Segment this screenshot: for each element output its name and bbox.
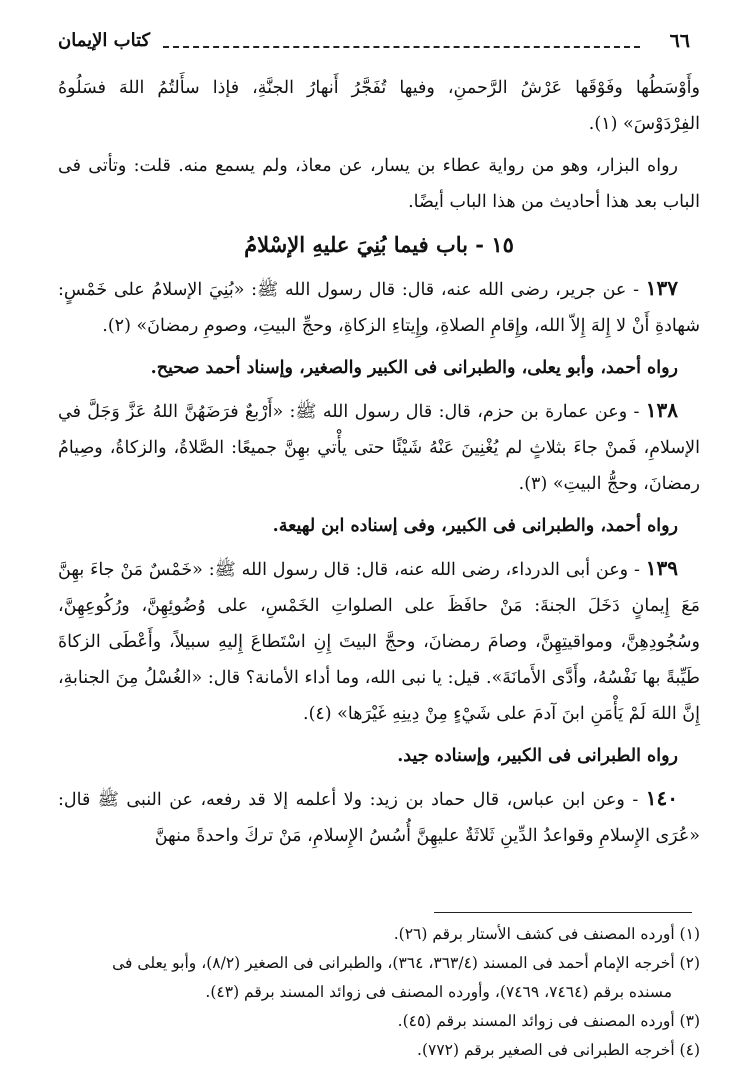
hadith-text: - وعن ابن عباس، قال حماد بن زيد: ولا أعلمه إلا قد رفعه، عن النبى ﷺ قال: «عُرَى الإِسلامِ وقواعدُ الدِّينِ ثَلاثَةٌ عليهِنَّ أُسُسُ الإِسلامِ، مَنْ تركَ واحدةً منهنَّ xyxy=(58,790,700,846)
book-title: كتاب الإيمان xyxy=(58,30,151,51)
footnote-3: (٣) أورده المصنف فى زوائد المسند برقم (٤٥). xyxy=(397,1012,700,1030)
hadith-139 xyxy=(58,550,700,732)
hadith-140 xyxy=(58,780,700,854)
header-dashed-rule xyxy=(163,46,640,48)
main-text xyxy=(58,70,700,860)
page-number: ٦٦ xyxy=(669,30,690,52)
hadith-138 xyxy=(58,392,700,502)
hadith-text: - وعن عمارة بن حزم، قال: قال رسول الله ﷺ: «أَرْبعٌ فرَضَهُنَّ اللهُ عَزَّ وَجَلَّ في الإسلامِ، فَمنْ جاءَ بثلاثٍ لم يُغْنِينَ عَنْهُ شَيْئًا حتى يأْتي بهِنَّ جميعًا: الصَّلاةُ، والزكاةُ، وصِيامُ رمضانَ، وحجُّ البيتِ» (٣). xyxy=(58,402,700,494)
hadith-138-source: رواه أحمد، والطبرانى فى الكبير، وفى إسناده ابن لهيعة. xyxy=(272,516,678,536)
footnote-2 xyxy=(58,949,700,1007)
hadith-number: ١٣٩ xyxy=(645,556,678,580)
hadith-137-source: رواه أحمد، وأبو يعلى، والطبرانى فى الكبير والصغير، وإسناد أحمد صحيح. xyxy=(150,358,678,378)
footnote-2-line2: مسنده برقم (٧٤٦٤، ٧٤٦٩)، وأورده المصنف فى زوائد المسند برقم (٤٣). xyxy=(205,983,672,1001)
chapter-heading: ١٥ - باب فيما بُنِيَ عليهِ الإسْلامُ xyxy=(244,232,514,257)
paragraph-continuation: وأَوْسَطُها وفَوْقَها عَرْشُ الرَّحمنِ، وفيها تُفَجَّرُ أَنهارُ الجنَّةِ، فإذا سأَلتُمُ اللهَ فسَلُوهُ الفِرْدَوْسَ» (١). xyxy=(58,78,700,134)
paragraph-commentary: رواه البزار، وهو من رواية عطاء بن يسار، عن معاذ، ولم يسمع منه. قلت: وتأتى فى الباب بعد هذا أحاديث من هذا الباب أيضًا. xyxy=(58,156,700,212)
hadith-text: - وعن أبى الدرداء، رضى الله عنه، قال: قال رسول الله ﷺ: «خَمْسٌ مَنْ جاءَ بهِنَّ مَعَ إِيمانٍ دَخَلَ الجنةَ: مَنْ حافَظَ على الصلواتِ الخَمْسِ، على وُضُوئِهِنَّ، ورُكُوعِهِنَّ، وسُجُودِهِنَّ، ومواقيتِهِنَّ، وصامَ رمضانَ، وحجَّ البيتَ إِنِ اسْتَطاعَ إِليهِ سبيلاً، وأَعْطَى الزكاةَ طَيِّبةً بها نَفْسُهُ، وأَدَّى الأَمانَةَ». قيل: يا نبى الله، وما أداء الأمانة؟ قال: «الغُسْلُ مِنَ الجنابةِ، إِنَّ اللهَ لَمْ يَأْمَنِ ابنَ آدمَ على شَيْءٍ مِنْ دِينِهِ غَيْرَها» (٤). xyxy=(58,560,700,724)
hadith-text: - عن جرير، رضى الله عنه، قال: قال رسول الله ﷺ: «بُنِيَ الإسلامُ على خَمْسٍ: شهادةِ أَنْ لا إِلهَ إِلاّ الله، وإِقامِ الصلاةِ، وإِيتاءِ الزكاةِ، وحجِّ البيتِ، وصومِ رمضانَ» (٢). xyxy=(58,280,700,336)
running-header xyxy=(58,30,690,60)
hadith-number: ١٤٠ xyxy=(645,786,678,810)
footnote-4: (٤) أخرجه الطبرانى فى الصغير برقم (٧٧٢). xyxy=(417,1041,700,1059)
footnote-1: (١) أورده المصنف فى كشف الأستار برقم (٢٦). xyxy=(393,925,700,943)
hadith-number: ١٣٧ xyxy=(645,276,678,300)
hadith-137 xyxy=(58,270,700,344)
footnote-divider xyxy=(434,912,692,913)
footnotes xyxy=(58,920,700,1065)
footnote-2-line1: (٢) أخرجه الإمام أحمد فى المسند (٣٦٣/٤، ٣٦٤)، والطبرانى فى الصغير (٨/٢)، وأبو يعلى فى xyxy=(112,954,700,972)
hadith-number: ١٣٨ xyxy=(645,398,678,422)
hadith-139-source: رواه الطبرانى فى الكبير، وإسناده جيد. xyxy=(397,746,678,766)
